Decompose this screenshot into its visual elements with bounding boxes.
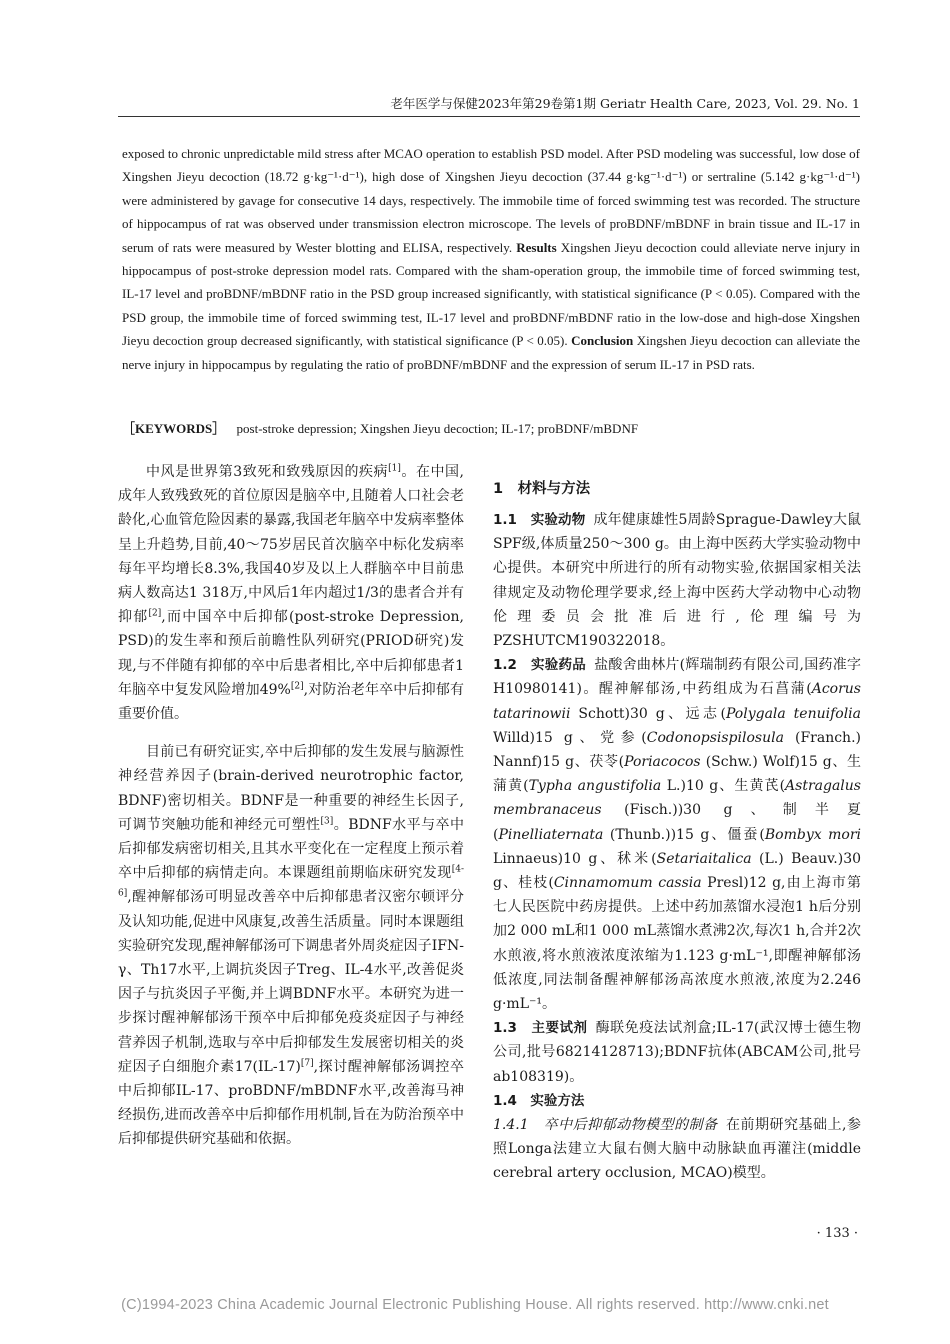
text-run: ,探讨醒神解郁汤调控卒中后抑郁IL-17、proBDNF/mBDNF水平,改善海马神经损伤,进而改善卒中后抑郁作用机制,旨在为防治预卒中后抑郁提供研究基础和依据。 [118, 1058, 464, 1148]
species-name: Polygala tenuifolia [725, 705, 861, 722]
text-run: Willd)15 g、党参( [493, 729, 647, 746]
text-run: ,而中国卒中后抑郁(post-stroke Depression, PSD)的发生率和预后前瞻性队列研究(PRIOD研究)发现,与不伴随有抑郁的卒中后患者相比,卒中后抑郁患者1年脑卒中复发风险增加49% [118, 609, 465, 698]
header-rule [118, 116, 860, 117]
species-name: Setariaitalica [656, 850, 752, 867]
text-run: 成年健康雄性5周龄Sprague-Dawley大鼠SPF级,体质量250～300 g。由上海中医药大学实验动物中心提供。本研究中所进行的所有动物实验,依据国家相关法律规定及动物伦理学要求,经上海中医药大学动物中心动物伦理委员会批准后进行,伦理编号为PZSHUTCM190322018。 [493, 512, 861, 650]
text-run: (L.) Beauv.)30 g、桂枝( [493, 850, 862, 892]
left-column [118, 460, 464, 1152]
keywords-text: post-stroke depression; Xingshen Jieyu decoction; IL-17; proBDNF/mBDNF [236, 421, 639, 436]
text-run: Schott)30 g、远志( [570, 705, 726, 722]
subsection-1-4-1 [493, 1113, 861, 1186]
citation: [2] [148, 608, 162, 619]
text-run: (Thunb.))15 g、僵蚕( [603, 826, 765, 843]
text-run: (Fisch.))30 g、制半夏( [493, 802, 861, 843]
text-run: 盐酸舍曲林片(辉瑞制药有限公司,国药准字H10980141)。醒神解郁汤,中药组成为石菖蒲( [493, 657, 861, 698]
citation: [3] [320, 816, 334, 827]
subsubsection-label: 1.4.1 卒中后抑郁动物模型的制备 [493, 1117, 718, 1134]
subsection-label: 1.1 实验动物 [493, 512, 586, 528]
intro-paragraph-1 [118, 460, 464, 726]
species-name: Typha angustifolia [528, 778, 662, 795]
subsection-label: 1.3 主要试剂 [493, 1020, 588, 1037]
text-run: Presl)12 g,由上海市第七人民医院中药房提供。上述中药加蒸馏水浸泡1 h后分别加2 000 mL和1 000 mL蒸馏水煮沸2次,每次1 h,合并2次水煎液,将水煎液浓度浓缩为1.123 g·mL⁻¹,即醒神解郁汤低浓度,同法制备醒神解郁汤高浓度水煎液,浓度为2.246 g·mL⁻¹。 [493, 875, 861, 1013]
running-header: 老年医学与保健2023年第29卷第1期 Geriatr Health Care, 2023, Vol. 29. No. 1 [390, 96, 860, 111]
species-name: Codonopsispilosula [646, 729, 784, 746]
species-name: Pinelliaternata [498, 826, 604, 843]
results-label: Results [516, 239, 557, 255]
subsection-1-4 [493, 1089, 861, 1113]
text-run: 中风是世界第3致死和致残原因的疾病 [146, 464, 389, 480]
text-run: 酶联免疫法试剂盒;IL-17(武汉博士德生物公司,批号68214128713);BDNF抗体(ABCAM公司,批号ab108319)。 [493, 1020, 861, 1085]
subsection-1-1 [493, 508, 861, 653]
keywords-label: ［KEYWORDS］ [122, 421, 226, 436]
cnki-watermark: (C)1994-2023 China Academic Journal Electronic Publishing House. All rights reserved. http://www.cnki.net [121, 1297, 829, 1313]
text-run: ,对防治老年卒中后抑郁有重要价值。 [118, 681, 464, 723]
text-run: 目前已有研究证实,卒中后抑郁的发生发展与脑源性神经营养因子(brain-derived neurotrophic factor, BDNF)密切相关。BDNF是一种重要的神经生长因子,可调节突触功能和神经元可塑性 [118, 744, 464, 833]
conclusion-label: Conclusion [571, 333, 634, 349]
text-run: Linnaeus)10 g、秫米( [493, 850, 657, 867]
citation: [4-6] [118, 864, 464, 899]
citation: [1] [388, 463, 401, 474]
species-name: Cinnamomum cassia [553, 875, 702, 892]
text-run: L.)10 g、生黄芪( [661, 778, 786, 795]
species-name: Poriacocos [624, 754, 701, 771]
text-run: (Franch.) Nannf)15 g、茯苓( [493, 729, 861, 771]
right-column [493, 476, 861, 1186]
species-name: Astragalus membranaceus [493, 778, 861, 819]
text-run: ,醒神解郁汤可明显改善卒中后抑郁患者汉密尔顿评分及认知功能,促进中风康复,改善生活质量。同时本课题组实验研究发现,醒神解郁汤可下调患者外周炎症因子IFN-γ、Th17水平,上调抗炎因子Treg、IL-4水平,改善促炎因子与抗炎因子平衡,并上调BDNF水平。本研究为进一步探讨醒神解郁汤干预卒中后抑郁免疫炎症因子与神经营养因子机制,选取与卒中后抑郁发生发展密切相关的炎症因子白细胞介素17(IL-17) [118, 889, 464, 1075]
abstract-methods-text: exposed to chronic unpredictable mild stress after MCAO operation to establish PSD model. After PSD modeling was successful, low dose of Xingshen Jieyu decoction (18.72 g·kg⁻¹·d⁻¹), high dose of Xingshen Jieyu decoction (37.44 g·kg⁻¹·d⁻¹) or sertraline (5.142 g·kg⁻¹·d⁻¹) were administered by gavage for consecutive 14 days, respectively. The immobile time of forced swimming test was recorded. The structure of hippocampus of rat was observed under transmission electron microscope. The levels of proBDNF/mBDNF in brain tissue and IL-17 in serum of rats were measured by Wester blotting and ELISA, respectively. [122, 146, 860, 255]
page-number: · 133 · [816, 1226, 858, 1241]
text-run: 。在中国,成年人致残致死的首位原因是脑卒中,且随着人口社会老龄化,心血管危险因素的暴露,我国老年脑卒中发病率整体呈上升趋势,目前,40～75岁居民首次脑卒中标化发病率每年平均增长8.3%,我国40岁及以上人群脑卒中目前患病人数高达1 318万,中风后1年内超过1/3的患者合并有抑郁 [118, 464, 465, 626]
subsection-label: 1.4 实验方法 [493, 1092, 585, 1109]
citation: [2] [290, 681, 304, 692]
intro-paragraph-2 [118, 740, 464, 1151]
citation: [7] [300, 1058, 314, 1069]
abstract-results-text: Xingshen Jieyu decoction could alleviate nerve injury in hippocampus of post-stroke depression model rats. Compared with the sham-operation group, the immobile time of forced swimming test, IL-17 level and proBDNF/mBDNF ratio in the PSD group increased significantly, with statistical significance (P < 0.05). Compared with the PSD group, the immobile time of forced swimming test, IL-17 level and proBDNF/mBDNF ratio in the low-dose and high-dose Xingshen Jieyu decoction group decreased significantly, with statistical significance (P < 0.05). [122, 239, 861, 349]
subsection-1-3 [493, 1016, 861, 1089]
species-name: Bombyx mori [764, 826, 862, 843]
abstract-block [122, 142, 860, 376]
species-name: Acorus tatarinowii [493, 681, 861, 722]
text-run: (Schw.) Wolf)15 g、生蒲黄( [493, 754, 862, 795]
keywords-block [122, 418, 860, 440]
section-heading: 1 材料与方法 [493, 481, 591, 497]
text-run: 在前期研究基础上,参照Longa法建立大鼠右侧大脑中动脉缺血再灌注(middle cerebral artery occlusion, MCAO)模型。 [493, 1117, 861, 1182]
subsection-label: 1.2 实验药品 [493, 657, 586, 674]
text-run: 。BDNF水平与卒中后抑郁发病密切相关,且其水平变化在一定程度上预示着卒中后抑郁的病情走向。本课题组前期临床研究发现 [118, 816, 464, 882]
abstract-conclusion-text: Xingshen Jieyu decoction can alleviate the nerve injury in hippocampus by regulating the ratio of proBDNF/mBDNF and the expression of serum IL-17 in PSD rats. [122, 333, 861, 372]
subsection-1-2 [493, 653, 861, 1016]
